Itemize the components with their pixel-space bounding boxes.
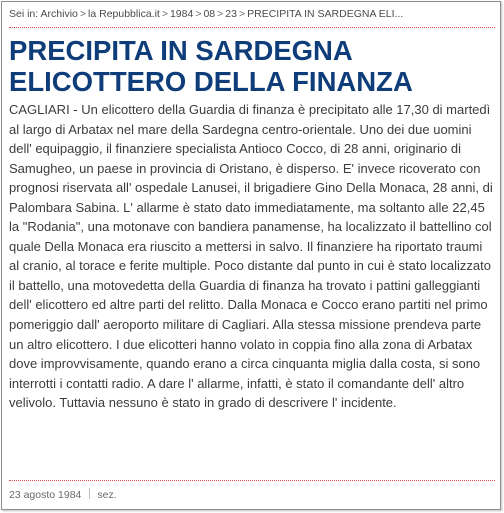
- breadcrumb-separator: >: [195, 8, 202, 20]
- article-body: CAGLIARI - Un elicottero della Guardia di finanza è precipitato alle 17,30 di martedì al largo di Arbatax nel mare della Sardegna centro-orientale. Uno dei due uomini dell' equipaggio, il finanziere specialista Antioco Cocco, di 28 anni, originario di Samugheo, un paese in provincia di Oristano, è disperso. E' invece ricoverato con prognosi riservata all' ospedale Lanusei, il brigadiere Gino Della Monaca, 28 anni, di Palombara Sabina. L' allarme è stato dato immediatamente, ma soltanto alle 22,45 la "Rodania", una motonave con bandiera panamense, ha localizzato il battellino col quale Della Monaca era riuscito a mettersi in salvo. Il finanziere ha riportato traumi al cranio, al torace e ferite multiple. Poco distante dal punto in cui è stato localizzato il battello, una motovedetta della Guardia di finanza ha trovato i pattini galleggianti dell' elicottero ed altre parti del relitto. Dalla Monaca e Cocco erano partiti nel primo pomeriggio dall' aeroporto militare di Cagliari. Alla stessa missione prendeva parte un altro elicottero. I due elicotteri hanno volato in coppia fino alla zona di Arbatax dove improvvisamente, quando erano a circa cinquanta miglia dalla costa, si sono interrotti i contatti radio. A dare l' allarme, infatti, è stato il comandante dell' altro velivolo. Tuttavia nessuno è stato in grado di descrivere l' incidente.: [9, 102, 493, 411]
- breadcrumb-separator: >: [217, 8, 224, 20]
- article-section[interactable]: sez.: [97, 489, 117, 501]
- footer-divider: [89, 488, 90, 499]
- breadcrumb-item-day[interactable]: 23: [225, 8, 237, 20]
- breadcrumb-item-repubblica[interactable]: la Repubblica.it: [88, 8, 160, 20]
- bottom-divider: [9, 480, 495, 481]
- article-footer: [9, 488, 117, 502]
- top-divider: [9, 27, 495, 28]
- article-panel: [1, 1, 501, 510]
- breadcrumb-prefix: Sei in:: [9, 8, 39, 20]
- breadcrumb-item-year[interactable]: 1984: [169, 8, 194, 20]
- breadcrumb-current: PRECIPITA IN SARDEGNA ELI...: [247, 8, 404, 20]
- article-date: 23 agosto 1984: [9, 489, 82, 501]
- breadcrumb: [9, 7, 495, 21]
- article-title: PRECIPITA IN SARDEGNA ELICOTTERO DELLA FINANZA: [9, 35, 413, 97]
- breadcrumb-separator: >: [79, 8, 87, 20]
- breadcrumb-separator: >: [238, 8, 246, 20]
- breadcrumb-item-archivio[interactable]: Archivio: [40, 8, 78, 20]
- breadcrumb-item-month[interactable]: 08: [203, 8, 216, 20]
- breadcrumb-separator: >: [161, 8, 168, 20]
